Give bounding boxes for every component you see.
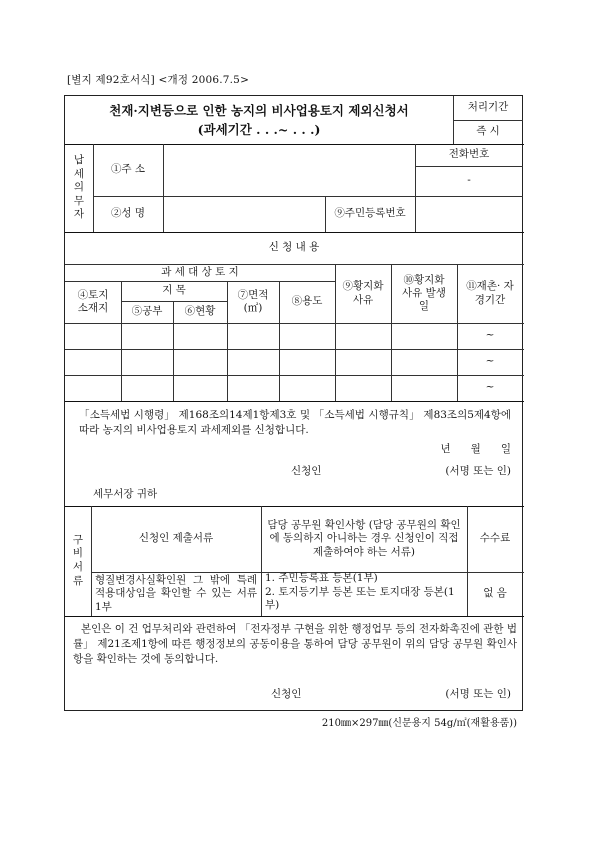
current-state-header: ⑥현황	[184, 305, 216, 318]
period-cell[interactable]: ~	[485, 329, 495, 342]
taxpayer-section-label	[65, 144, 93, 232]
address-label: ①주 소	[110, 163, 146, 176]
paper-spec-footer: 210㎜×297㎜(신문용지 54g/㎡(재활용품))	[321, 718, 517, 729]
taxable-land-header: 과 세 대 상 토 지	[161, 265, 239, 278]
phone-field[interactable]: -	[467, 174, 471, 187]
form-title-line1: 천재·지변등으로 인한 농지의 비사업용토지 제외신청서	[109, 102, 409, 118]
resident-id-label: ⑨주민등록번호	[334, 207, 406, 220]
name-field[interactable]	[163, 196, 325, 232]
verify-items-header: 담당 공무원 확인사항 (담당 공무원의 확인에 동의하지 아니하는 경우 신청인이 직접 제출하여야 하는 서류)	[267, 519, 461, 558]
declaration-applicant-label: 신청인	[291, 465, 322, 478]
documents-char: 구	[72, 533, 84, 546]
consent-applicant-label: 신청인	[271, 688, 302, 701]
documents-char: 류	[72, 574, 84, 587]
verify-items-list	[261, 572, 467, 616]
declaration-date: 년 월 일	[440, 443, 511, 456]
table-row[interactable]	[65, 349, 457, 375]
taxpayer-char: 의	[73, 181, 85, 194]
table-row[interactable]	[65, 323, 457, 349]
area-header: ⑦면적 (㎡)	[237, 288, 269, 314]
submit-documents-header: 신청인 제출서류	[138, 532, 214, 545]
documents-char: 비	[72, 547, 84, 560]
submit-documents-item: 형질변경사실확인원 그 밖에 특례적용대상임을 확인할 수 있는 서류 1부	[95, 574, 257, 613]
form-title-line2: (과세기간 . . .~ . . .)	[197, 121, 321, 137]
form-number-label: [별지 제92호서식] <개정 2006.7.5>	[67, 74, 250, 86]
recipient-label: 세무서장 귀하	[93, 488, 158, 501]
processing-period-value: 즉 시	[476, 125, 500, 138]
consent-text: 본인은 이 건 업무처리와 관련하여 「전자정부 구현을 위한 행정업무 등의 전자화촉진에 관한 법률」 제21조제1항에 따른 행정정보의 공동이용을 통하여 담당 공무원이 위의 담당 공무원 확인사항을 확인하는 것에 동의합니다.	[73, 623, 517, 666]
period-cell[interactable]: ~	[485, 381, 495, 394]
declaration-text: 「소득세법 시행령」 제168조의14제1항제3호 및 「소득세법 시행규칙」 제83조의5제4항에 따라 농지의 비사업용토지 과세제외를 신청합니다.	[79, 409, 511, 437]
consent-signature: (서명 또는 인)	[445, 688, 511, 701]
fee-value: 없 음	[483, 587, 507, 600]
documents-char: 서	[72, 561, 84, 573]
taxpayer-char: 세	[73, 167, 85, 180]
processing-period-label: 처리기간	[467, 101, 509, 114]
declaration-signature: (서명 또는 인)	[445, 465, 511, 478]
land-category-header: 지 목	[162, 284, 186, 297]
waste-reason-header: ⑨황지화 사유	[342, 280, 384, 306]
usage-header: ⑧용도	[291, 295, 323, 308]
period-cell[interactable]: ~	[485, 355, 495, 368]
taxpayer-char: 무	[73, 194, 85, 207]
taxpayer-char: 자	[73, 208, 85, 221]
public-record-header: ⑤공부	[131, 305, 163, 318]
address-field[interactable]	[163, 144, 415, 196]
verify-item: 1. 주민등록표 등본(1부)	[265, 572, 378, 584]
recultivation-header: ⑪재촌· 자경기간	[466, 280, 514, 306]
application-content-title: 신 청 내 용	[268, 241, 320, 254]
resident-id-field[interactable]	[415, 196, 523, 232]
verify-item: 2. 토지등기부 등본 또는 토지대장 등본(1부)	[265, 585, 455, 612]
form-title	[65, 96, 453, 144]
name-label: ②성 명	[110, 207, 146, 220]
land-location-header: ④토지 소재지	[77, 288, 109, 314]
waste-date-header: ⑩황지화 사유 발생일	[402, 273, 446, 313]
table-row[interactable]	[65, 375, 457, 401]
taxpayer-char: 납	[73, 153, 85, 166]
fee-header: 수수료	[479, 532, 511, 545]
phone-label: 전화번호	[448, 148, 490, 161]
documents-section-label	[65, 506, 91, 616]
application-form	[64, 95, 523, 711]
